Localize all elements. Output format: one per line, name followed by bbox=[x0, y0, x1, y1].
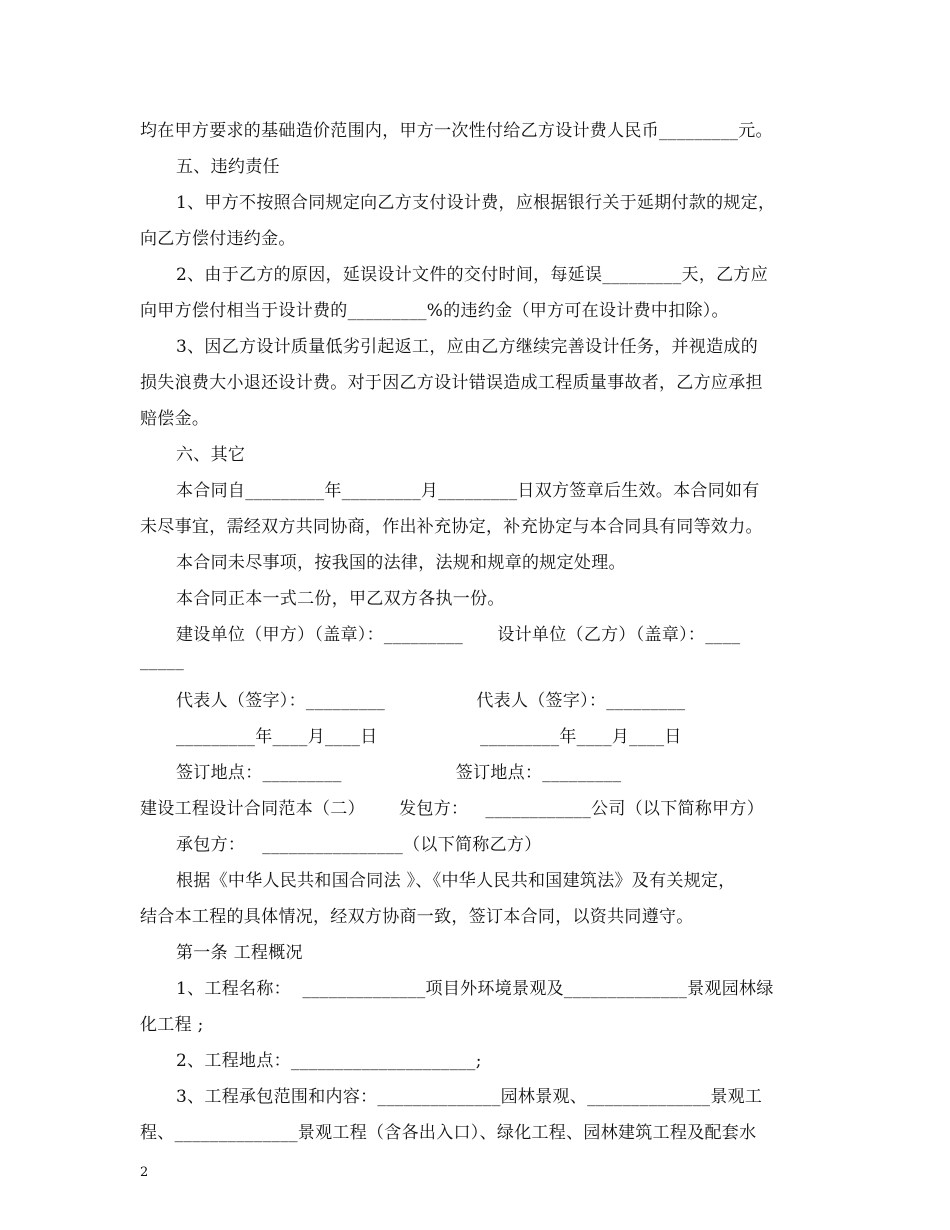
signature-line: 签订地点：_________ 签订地点：_________ bbox=[176, 763, 622, 783]
text-line: 程、______________景观工程（含各出入口）、绿化工程、园林建筑工程及配套水 bbox=[140, 1123, 757, 1143]
text-line: 3、工程承包范围和内容：______________园林景观、______________景观工 bbox=[176, 1087, 763, 1107]
text-line: 2、由于乙方的原因，延误设计文件的交付时间，每延误_________天，乙方应 bbox=[176, 265, 769, 285]
signature-line: 建设单位（甲方）（盖章）：_________ 设计单位（乙方）（盖章）：____ bbox=[176, 625, 741, 645]
text-line: 向甲方偿付相当于设计费的_________%的违约金（甲方可在设计费中扣除）。 bbox=[140, 301, 729, 321]
text-line: 2、工程地点：_____________________; bbox=[176, 1051, 482, 1071]
text-line: 承包方： ________________（以下简称乙方） bbox=[176, 835, 542, 855]
text-line: 损失浪费大小退还设计费。对于因乙方设计错误造成工程质量事故者，乙方应承担 bbox=[140, 373, 763, 393]
signature-line: _____ bbox=[140, 651, 184, 671]
text-line: 均在甲方要求的基础造价范围内，甲方一次性付给乙方设计费人民币_________元。 bbox=[140, 121, 773, 141]
text-line: 3、因乙方设计质量低劣引起返工，应由乙方继续完善设计任务，并视造成的 bbox=[176, 337, 759, 357]
text-line: 赔偿金。 bbox=[140, 409, 210, 429]
text-line: 向乙方偿付违约金。 bbox=[140, 229, 296, 249]
page-number: 2 bbox=[140, 1165, 149, 1180]
text-line: 结合本工程的具体情况，经双方协商一致，签订本合同，以资共同遵守。 bbox=[140, 907, 694, 927]
text-line: 本合同正本一式二份，甲乙双方各执一份。 bbox=[176, 589, 505, 609]
text-line: 1、甲方不按照合同规定向乙方支付设计费，应根据银行关于延期付款的规定， bbox=[176, 193, 776, 213]
text-line: 1、工程名称： ______________项目外环境景观及______________景观园林绿 bbox=[176, 979, 774, 999]
signature-line: 代表人（签字）：_________ 代表人（签字）：_________ bbox=[176, 691, 686, 711]
text-line: 建设工程设计合同范本（二） 发包方： ____________公司（以下简称甲方） bbox=[140, 799, 765, 819]
date-line: _________年____月____日 _________年____月____日 bbox=[176, 727, 682, 747]
section-heading: 五、违约责任 bbox=[176, 157, 280, 177]
text-line: 未尽事宜，需经双方共同协商，作出补充协定，补充协定与本合同具有同等效力。 bbox=[140, 517, 763, 537]
text-line: 化工程 ; bbox=[140, 1015, 204, 1035]
text-line: 根据《中华人民共和国合同法 》、《中华人民共和国建筑法》及有关规定， bbox=[176, 871, 736, 891]
text-line: 本合同自_________年_________月_________日双方签章后生效。本合同如有 bbox=[176, 481, 760, 501]
section-heading: 第一条 工程概况 bbox=[176, 943, 303, 963]
text-line: 本合同未尽事项，按我国的法律，法规和规章的规定处理。 bbox=[176, 553, 626, 573]
section-heading: 六、其它 bbox=[176, 445, 246, 465]
